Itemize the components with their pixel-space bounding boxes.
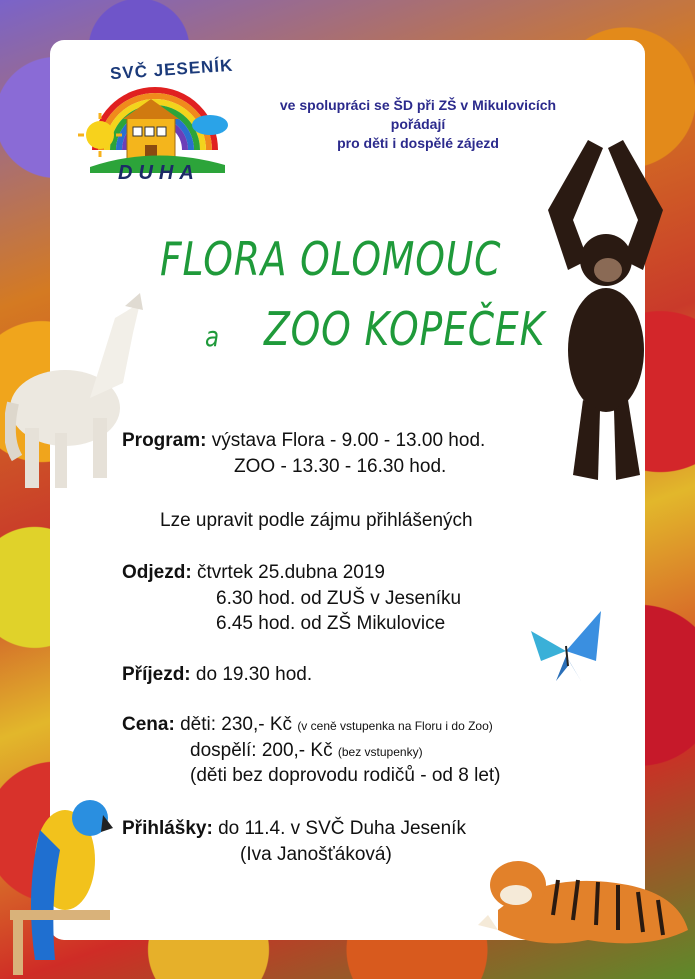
price-label: Cena:: [122, 714, 175, 735]
program-label: Program:: [122, 430, 207, 451]
organizer-line-1: ve spolupráci se ŠD při ZŠ v Mikulovicích: [279, 97, 557, 113]
chimpanzee-image: [528, 130, 683, 495]
program-line-1: výstava Flora - 9.00 - 13.00 hod.: [211, 430, 486, 451]
price-children: děti: 230,- Kč: [180, 714, 293, 735]
arrival-value: do 19.30 hod.: [195, 664, 313, 685]
price-adults-row: [190, 740, 423, 762]
parrot-image: [5, 790, 115, 975]
program-row: [122, 430, 485, 452]
price-children-note: (v ceně vstupenka na Floru i do Zoo): [297, 719, 493, 733]
departure-row: [122, 562, 385, 584]
program-line-2: ZOO - 13.30 - 16.30 hod.: [234, 456, 447, 477]
registration-label: Přihlášky:: [122, 818, 213, 839]
logo-bottom-text: DUHA: [118, 162, 200, 184]
registration-row: [122, 818, 466, 840]
price-unaccompanied: (děti bez doprovodu rodičů - od 8 let): [190, 765, 501, 786]
price-adults-note: (bez vstupenky): [337, 745, 423, 759]
registration-value: do 11.4. v SVČ Duha Jeseník: [218, 818, 466, 839]
registration-contact: (Iva Janošťáková): [240, 844, 392, 865]
wolf-image: [5, 288, 145, 498]
arrival-label: Příjezd:: [122, 664, 191, 685]
butterfly-image: [526, 606, 606, 686]
program-note: Lze upravit podle zájmu přihlášených: [160, 510, 473, 531]
price-adults: dospělí: 200,- Kč: [190, 740, 333, 761]
departure-line-1: čtvrtek 25.dubna 2019: [196, 562, 385, 583]
organizer-line-3: pro děti i dospělé zájezd: [337, 135, 499, 151]
organizer-line-2: pořádají: [390, 116, 446, 132]
departure-line-2: 6.30 hod. od ZUŠ v Jeseníku: [216, 588, 462, 609]
title-line-1: FLORA OLOMOUC: [160, 232, 502, 286]
price-row: [122, 714, 493, 736]
departure-line-3: 6.45 hod. od ZŠ Mikulovice: [216, 613, 446, 634]
arrival-row: [122, 664, 312, 686]
title-connector: a: [205, 320, 220, 353]
departure-label: Odjezd:: [122, 562, 192, 583]
logo-top-text: SVČ JESENÍK: [109, 55, 234, 84]
title-line-2: ZOO KOPEČEK: [264, 302, 546, 356]
tiger-image: [478, 840, 693, 975]
